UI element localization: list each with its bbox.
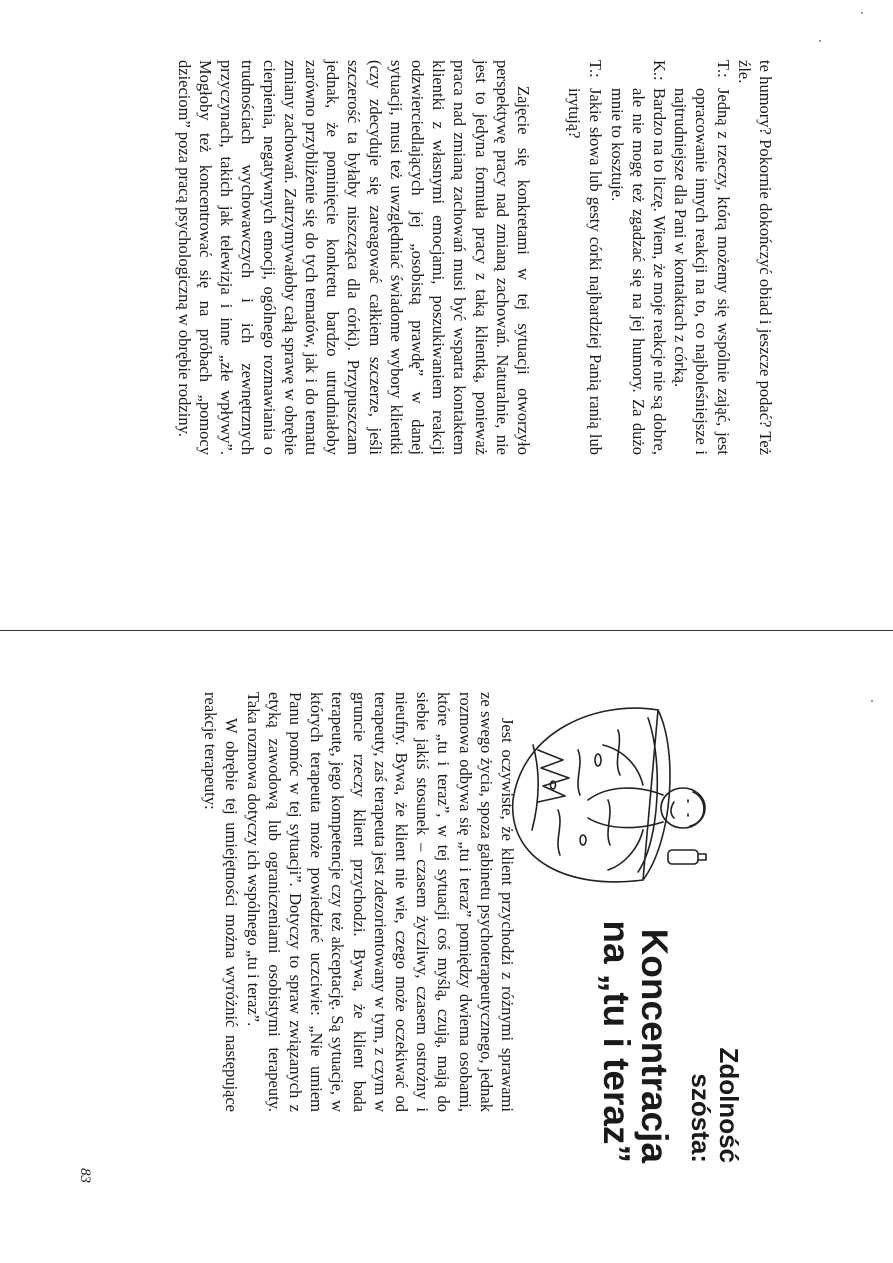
- left-page-text: [174, 60, 776, 455]
- chapter-title-line-2: na „tu i teraz”: [596, 920, 637, 1163]
- chapter-title-line-1: Koncentracja: [634, 928, 675, 1163]
- speaker-label: T.:: [713, 60, 733, 78]
- chapter-heading: [597, 920, 743, 1163]
- chapter-kicker-line-1: Zdolność: [714, 1047, 744, 1163]
- speaker-label: K.:: [649, 60, 669, 81]
- dialog-text: Jedną z rzeczy, którą możemy się wspólnie zająć, jest opracowanie innych reakcji na to, co najboleśniejsze i najtrudniejsze dla Pani w kontaktach z córką.: [671, 88, 733, 455]
- page-number: 83: [77, 1168, 93, 1183]
- page-fold-line: [0, 630, 893, 631]
- dialog-text: Bardzo na to liczę. Wiem, że moje reakcje nie są dobre, ale nie mogę też zgadzać się na jej humory. Za dużo mnie to kosztuje.: [607, 88, 669, 455]
- body-paragraph: Zajęcie się konkretami w tej sytuacji otworzyło perspektywę pracy nad zmianą zachowań. Naturalnie, nie jest to jedyna formuła pracy z taką klientką, ponieważ praca nad zmianą zachowań musi być wsparta kontaktem klientki z własnymi emocjami, poszukiwaniem reakcji odzwierciedlających jej „osobistą prawdę” w danej sytuacji, musi też uwzględniać świadome wybory klientki (czy zdecyduje się zareagować całkiem szczerze, jeśli szczerość ta byłaby niszcząca dla córki). Przypuszczam jednak, że pominięcie konkretu bardzo utrudniałoby zarówno przybliżenie się do tych tematów, jak i do tematu zmiany zachowań. Zatrzymywałoby całą sprawę w obrębie cierpienia, negatywnych emocji, ogólnego rozmawiania o trudnościach wychowawczych i ich zewnętrznych przyczynach, takich jak telewizja i inne „złe wpływy”. Mogłoby też koncentrować się na próbach „pomocy dzieciom” poza pracą psychologiczną w obrębie rodziny.: [174, 60, 533, 455]
- person-in-bowl-illustration: [503, 690, 718, 895]
- dialog-line-3: [564, 60, 606, 455]
- dialog-line-1: [670, 60, 734, 455]
- chapter-kicker-line-2: szósta:: [686, 1073, 716, 1163]
- body-paragraph-1: Jest oczywiste, że klient przychodzi z różnymi sprawami ze swego życia, spoza gabinetu psychoterapeutycznego, jednak rozmowa odbywa się „tu i teraz” pomiędzy dwiema osobami, które „tu i teraz”, w tej sytuacji coś myślą, czują, mają do siebie jakiś stosunek – czasem życzliwy, czasem ostrożny i nieufny. Bywa, że klient nie wie, czego może oczekiwać od terapeuty, zaś terapeuta jest zdezorientowany w tym, z czym w gruncie rzeczy klient przychodzi. Bywa, że klient bada terapeutę, jego kompetencje czy też akceptację. Są sytuacje, w których terapeuta może powiedzieć uczciwie: „Nie umiem Panu pomóc w tej sytuacji”. Dotyczy to spraw związanych z etyką zawodową lub ograniczeniami osobistymi terapeuty. Taka rozmowa dotyczy ich wspólnego „tu i teraz”.: [243, 692, 517, 1112]
- right-page-text: [200, 692, 518, 1112]
- body-paragraph-2: W obrębie tej umiejętności można wyróżnić następujące reakcje terapeuty:: [201, 692, 242, 1112]
- speaker-label: T.:: [586, 60, 606, 78]
- continuation-text: te humory? Pokornie dokończyć obiad i jeszcze podać? Też źle.: [734, 60, 775, 455]
- scan-speck: [871, 700, 873, 702]
- dialog-text: Jakie słowa lub gesty córki najbardziej Panią ranią lub irytują?: [565, 88, 606, 455]
- right-page: [0, 632, 893, 1263]
- dialog-line-2: [606, 60, 670, 455]
- scan-speck: [819, 40, 821, 42]
- scan-speck: [861, 12, 863, 14]
